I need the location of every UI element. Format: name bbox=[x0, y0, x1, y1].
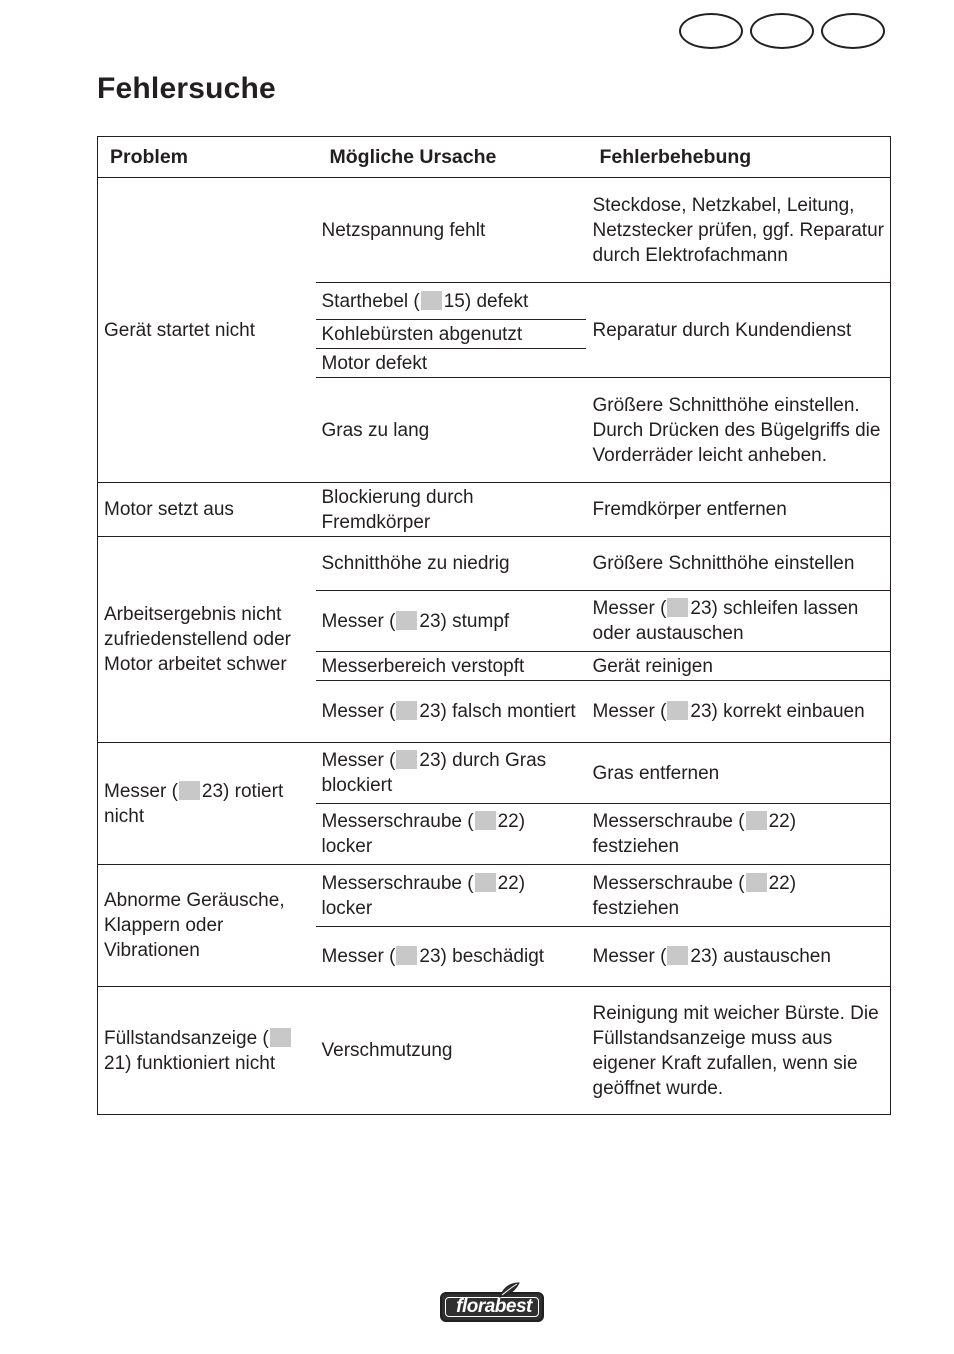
reference-number: 23 bbox=[419, 946, 441, 967]
fix-text: Messer ( bbox=[592, 598, 667, 619]
fix-cell: Größere Schnitthöhe einstellen. Durch Drücken des Bügelgriffs die Vorderräder leicht anheben. bbox=[586, 378, 891, 483]
problem-cell: Motor setzt aus bbox=[98, 483, 316, 537]
reference-marker-icon bbox=[396, 701, 417, 720]
problem-text: ) rotiert nicht bbox=[104, 780, 284, 827]
reference-number: 15 bbox=[443, 290, 465, 312]
cause-cell bbox=[316, 283, 586, 320]
cause-cell: Verschmutzung bbox=[316, 987, 586, 1115]
reference-number: 23 bbox=[690, 701, 712, 722]
language-ovals bbox=[679, 13, 885, 49]
reference-marker-icon bbox=[475, 811, 496, 830]
reference-number: 23 bbox=[690, 598, 712, 619]
cause-text: Starthebel ( bbox=[321, 290, 420, 312]
fix-cell bbox=[586, 804, 891, 865]
fix-cell: Reinigung mit weicher Bürste. Die Füllstandsanzeige muss aus eigener Kraft zufallen, wenn sie geöffnet wurde. bbox=[586, 987, 891, 1115]
reference-marker-icon bbox=[396, 611, 417, 630]
page-title: Fehlersuche bbox=[97, 72, 276, 105]
cause-cell bbox=[316, 591, 586, 652]
troubleshooting-table bbox=[97, 136, 891, 1115]
table-row bbox=[98, 865, 891, 927]
cause-cell bbox=[316, 865, 586, 927]
fix-cell: Größere Schnitthöhe einstellen bbox=[586, 537, 891, 591]
reference-marker-icon bbox=[475, 873, 496, 892]
cause-cell: Kohlebürsten abgenutzt bbox=[316, 320, 586, 349]
reference-number: 22 bbox=[768, 811, 790, 832]
problem-cell bbox=[98, 743, 316, 865]
reference-number: 21 bbox=[104, 1052, 126, 1074]
problem-cell bbox=[98, 987, 316, 1115]
fix-text: Messer ( bbox=[592, 946, 667, 967]
cause-text: Messer ( bbox=[321, 946, 396, 967]
reference-number: 22 bbox=[768, 872, 790, 894]
reference-marker-icon bbox=[179, 781, 200, 800]
fix-cell bbox=[586, 681, 891, 743]
fix-text: Messer ( bbox=[592, 701, 667, 722]
reference-number: 23 bbox=[419, 750, 441, 771]
cause-text: Messer ( bbox=[321, 701, 396, 722]
fix-text: ) austauschen bbox=[711, 946, 831, 967]
problem-text: ) funktioniert nicht bbox=[125, 1052, 276, 1074]
fix-cell: Fremdkörper entfernen bbox=[586, 483, 891, 537]
cause-text: Messerschraube ( bbox=[321, 811, 474, 832]
reference-marker-icon bbox=[746, 811, 767, 830]
table-row bbox=[98, 987, 891, 1115]
fix-text: ) festziehen bbox=[592, 872, 797, 919]
cause-cell: Blockierung durch Fremdkörper bbox=[316, 483, 586, 537]
reference-marker-icon bbox=[421, 291, 442, 310]
problem-cell: Arbeitsergebnis nicht zufriedenstellend oder Motor arbeitet schwer bbox=[98, 537, 316, 743]
cause-cell: Motor defekt bbox=[316, 349, 586, 378]
fix-cell bbox=[586, 591, 891, 652]
fix-text: Messerschraube ( bbox=[592, 872, 745, 894]
cause-cell bbox=[316, 681, 586, 743]
cause-cell: Gras zu lang bbox=[316, 378, 586, 483]
table-row bbox=[98, 178, 891, 283]
cause-text: ) defekt bbox=[464, 290, 529, 312]
cause-text: Messerschraube ( bbox=[321, 872, 474, 894]
cause-text: ) stumpf bbox=[440, 610, 510, 632]
table-header-row bbox=[98, 137, 891, 178]
header-problem: Problem bbox=[98, 137, 316, 178]
reference-marker-icon bbox=[667, 598, 688, 617]
fix-cell: Reparatur durch Kundendienst bbox=[586, 283, 891, 378]
table-row bbox=[98, 537, 891, 591]
fix-cell: Gerät reinigen bbox=[586, 652, 891, 681]
table-row bbox=[98, 483, 891, 537]
reference-marker-icon bbox=[746, 873, 767, 892]
logo-text: florabest bbox=[456, 1296, 532, 1317]
reference-marker-icon bbox=[667, 701, 688, 720]
reference-number: 22 bbox=[497, 811, 519, 832]
cause-cell bbox=[316, 743, 586, 804]
reference-marker-icon bbox=[667, 946, 688, 965]
reference-number: 23 bbox=[690, 946, 712, 967]
language-oval-1 bbox=[679, 13, 743, 49]
cause-cell: Messerbereich verstopft bbox=[316, 652, 586, 681]
cause-text: Messer ( bbox=[321, 750, 396, 771]
fix-cell: Gras entfernen bbox=[586, 743, 891, 804]
header-cause: Mögliche Ursache bbox=[316, 137, 586, 178]
cause-cell bbox=[316, 927, 586, 987]
problem-cell: Gerät startet nicht bbox=[104, 319, 256, 341]
reference-number: 23 bbox=[201, 780, 224, 802]
reference-marker-icon bbox=[270, 1028, 291, 1047]
reference-number: 23 bbox=[419, 701, 441, 722]
problem-cell: Abnorme Geräusche, Klappern oder Vibrationen bbox=[98, 865, 316, 987]
fix-cell: Steckdose, Netzkabel, Leitung, Netzstecker prüfen, ggf. Reparatur durch Elektrofachmann bbox=[592, 194, 884, 266]
problem-text: Füllstandsanzeige ( bbox=[104, 1027, 269, 1049]
problem-text: Messer ( bbox=[104, 780, 178, 802]
table-row bbox=[98, 743, 891, 804]
fix-text: Messerschraube ( bbox=[592, 811, 745, 832]
cause-text: Messer ( bbox=[321, 610, 396, 632]
cause-text: ) durch Gras blockiert bbox=[321, 750, 547, 796]
reference-marker-icon bbox=[396, 946, 417, 965]
fix-text: ) festziehen bbox=[592, 811, 797, 857]
reference-number: 22 bbox=[497, 872, 519, 894]
cause-cell bbox=[316, 804, 586, 865]
fix-text: ) schleifen lassen oder austauschen bbox=[592, 598, 859, 644]
header-fix: Fehlerbehebung bbox=[586, 137, 891, 178]
fix-text: ) korrekt einbauen bbox=[711, 701, 865, 722]
cause-text: ) falsch montiert bbox=[440, 701, 576, 722]
language-oval-3 bbox=[821, 13, 885, 49]
cause-text: ) locker bbox=[321, 872, 526, 919]
fix-cell bbox=[586, 865, 891, 927]
reference-marker-icon bbox=[396, 750, 417, 769]
reference-number: 23 bbox=[419, 610, 441, 632]
cause-text: ) locker bbox=[321, 811, 526, 857]
fix-cell bbox=[586, 927, 891, 987]
brand-logo bbox=[440, 1282, 548, 1326]
language-oval-2 bbox=[750, 13, 814, 49]
cause-cell: Schnitthöhe zu niedrig bbox=[316, 537, 586, 591]
cause-cell: Netzspannung fehlt bbox=[321, 219, 486, 241]
cause-text: ) beschädigt bbox=[440, 946, 545, 967]
